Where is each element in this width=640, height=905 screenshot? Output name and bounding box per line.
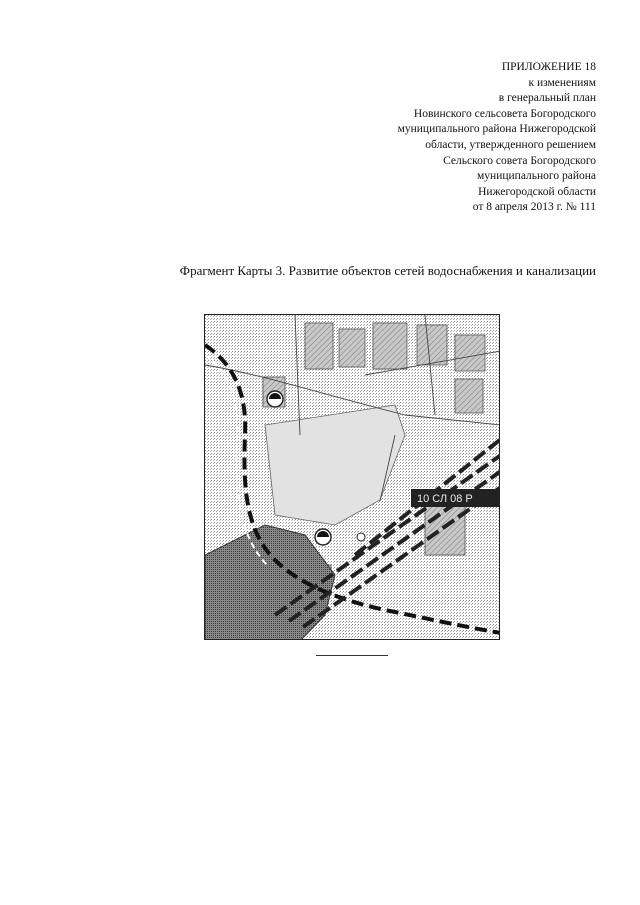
appendix-line: Сельского совета Богородского (443, 154, 596, 167)
appendix-line: области, утвержденного решением (425, 138, 596, 151)
appendix-header (236, 60, 596, 216)
appendix-line: муниципального района (477, 170, 596, 183)
map-facility-marker-2 (315, 529, 331, 545)
appendix-line: в генеральный план (498, 92, 596, 105)
map-fragment (204, 314, 500, 640)
map-facility-marker-1 (267, 391, 283, 407)
appendix-line: муниципального района Нижегородской (397, 123, 596, 136)
appendix-line: Нижегородской области (478, 185, 596, 198)
end-separator-line (316, 655, 388, 656)
appendix-line: к изменениям (528, 76, 596, 89)
map-facility-marker-3 (357, 533, 365, 541)
map-label-text: 10 СЛ 08 Р (417, 493, 473, 505)
map-image (205, 315, 500, 640)
map-caption: Фрагмент Карты 3. Развитие объектов сетей водоснабжения и канализации (179, 263, 596, 278)
appendix-title: ПРИЛОЖЕНИЕ 18 (501, 61, 596, 73)
appendix-date-number: от 8 апреля 2013 г. № 111 (472, 201, 596, 214)
appendix-line: Новинского сельсовета Богородского (413, 107, 596, 120)
